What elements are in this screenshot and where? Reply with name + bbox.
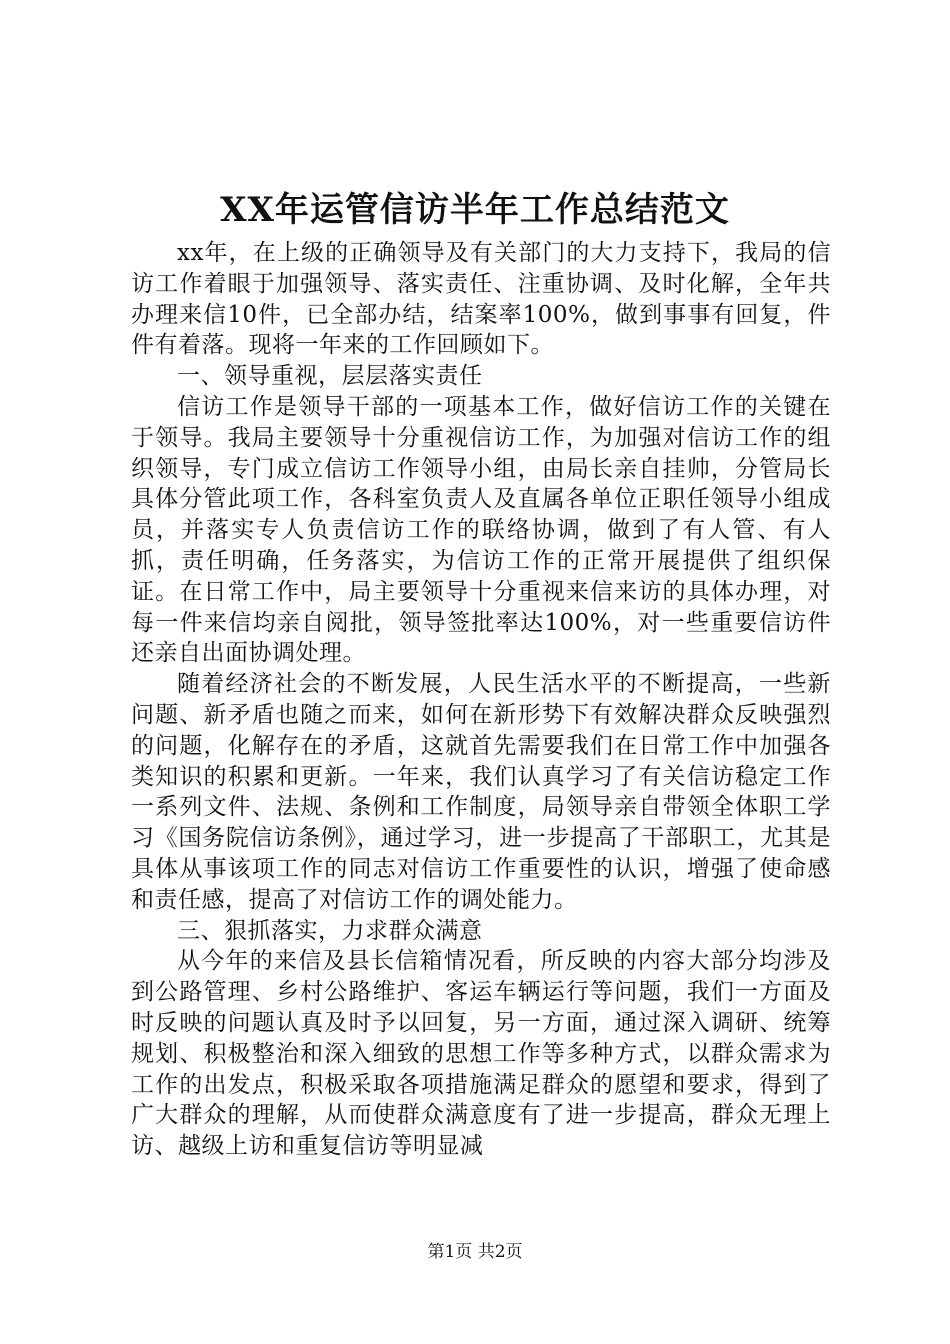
paragraph-implementation: 从今年的来信及县长信箱情况看，所反映的内容大部分均涉及到公路管理、乡村公路维护、客运车辆运行等问题，我们一方面及时反映的问题认真及时予以回复，另一方面，通过深入调研、统筹规划、积极整治和深入细致的思想工作等多种方式，以群众需求为工作的出发点，积极采取各项措施满足群众的愿望和要求，得到了广大群众的理解，从而使群众满意度有了进一步提高，群众无理上访、越级上访和重复信访等明显减 <box>131 948 831 1160</box>
paragraph-intro: xx年，在上级的正确领导及有关部门的大力支持下，我局的信访工作着眼于加强领导、落实责任、注重协调、及时化解，全年共办理来信10件，已全部办结，结案率100%，做到事事有回复，件件有着落。现将一年来的工作回顾如下。 <box>131 240 831 359</box>
paragraph-learning: 随着经济社会的不断发展，人民生活水平的不断提高，一些新问题、新矛盾也随之而来，如何在新形势下有效解决群众反映强烈的问题，化解存在的矛盾，这就首先需要我们在日常工作中加强各类知识的积累和更新。一年来，我们认真学习了有关信访稳定工作一系列文件、法规、条例和工作制度，局领导亲自带领全体职工学习《国务院信访条例》，通过学习，进一步提高了干部职工，尤其是具体从事该项工作的同志对信访工作重要性的认识，增强了使命感和责任感，提高了对信访工作的调处能力。 <box>131 671 831 913</box>
section-heading-1: 一、领导重视，层层落实责任 <box>177 363 483 390</box>
document-title: XX年运管信访半年工作总结范文 <box>220 190 730 230</box>
page-footer: 第1页 共2页 <box>427 1242 523 1262</box>
section-heading-3: 三、狠抓落实，力求群众满意 <box>177 917 483 944</box>
document-body <box>131 238 831 1162</box>
paragraph-leadership: 信访工作是领导干部的一项基本工作，做好信访工作的关键在于领导。我局主要领导十分重视信访工作，为加强对信访工作的组织领导，专门成立信访工作领导小组，由局长亲自挂帅，分管局长具体分管此项工作，各科室负责人及直属各单位正职任领导小组成员，并落实专人负责信访工作的联络协调，做到了有人管、有人抓，责任明确，任务落实，为信访工作的正常开展提供了组织保证。在日常工作中，局主要领导十分重视来信来访的具体办理，对每一件来信均亲自阅批，领导签批率达100%，对一些重要信访件还亲自出面协调处理。 <box>131 393 831 667</box>
